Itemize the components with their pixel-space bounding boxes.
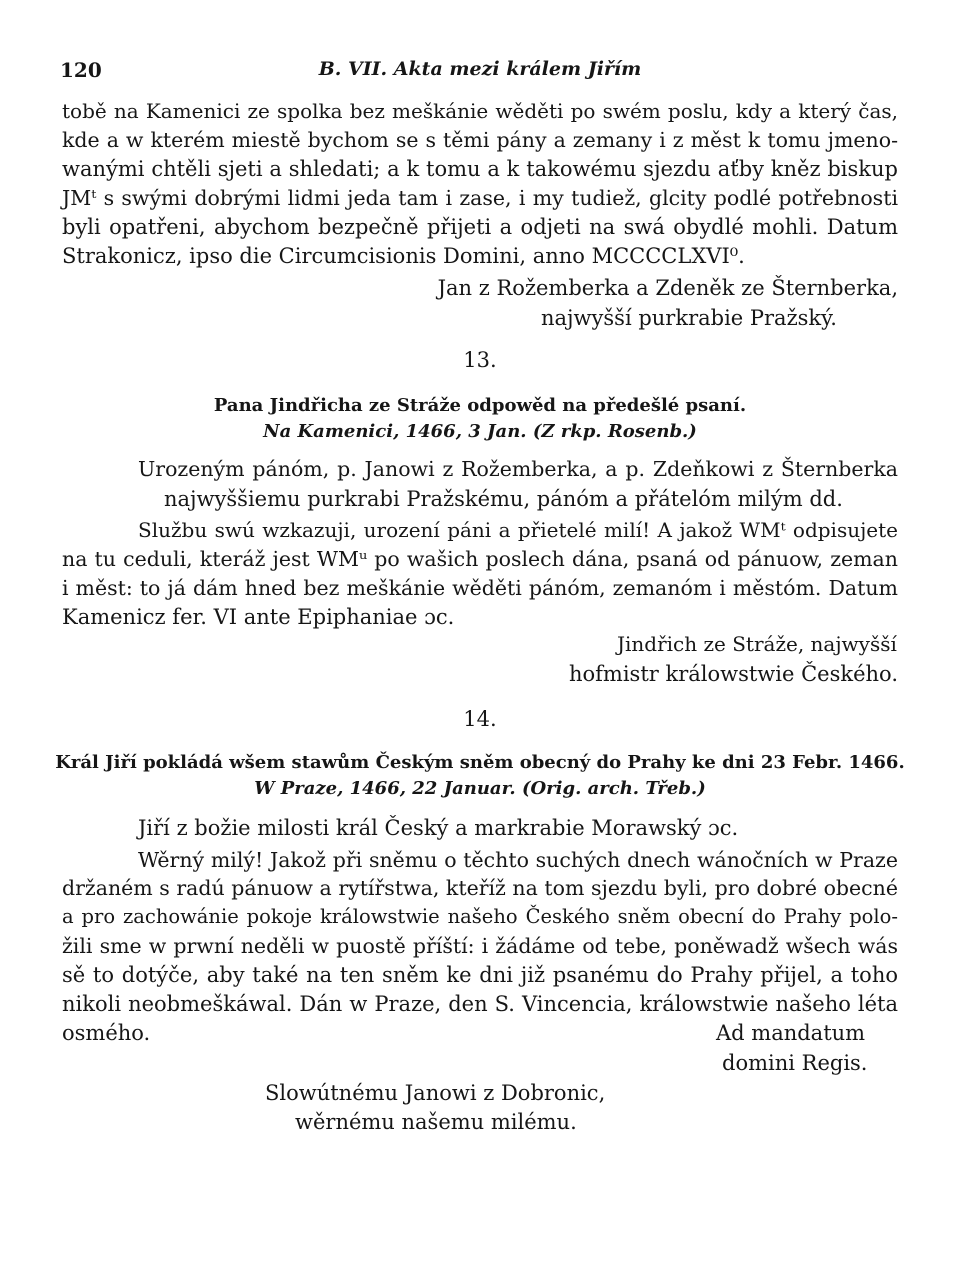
paragraph-line: na tu ceduli, kteráž jest WMᵘ po wašich poslech dána, psaná od pánuow, zeman	[62, 547, 898, 571]
paragraph-line: Kamenicz fer. VI ante Epiphaniae ɔc.	[62, 605, 455, 629]
signature-line: hofmistr králowstwie Českého.	[568, 662, 898, 686]
paragraph-line: tobě na Kamenici ze spolka bez meškánie wěděti po swém poslu, kdy a který čas,	[62, 99, 898, 123]
paragraph-line: i měst: to já dám hned bez meškánie wěděti pánóm, zemanóm i městóm. Datum	[62, 576, 898, 600]
paragraph-line: wanými chtěli sjeti a shledati; a k tomu a k takowému sjezdu aťby kněz biskup	[62, 157, 898, 181]
signature-line: Jindřich ze Stráže, najwyšší	[617, 632, 897, 656]
document-subtitle: Pana Jindřicha ze Stráže odpowěd na předešlé psaní.	[213, 395, 747, 416]
document-number: 14.	[463, 707, 497, 731]
document-number: 13.	[463, 348, 497, 372]
document-subtitle: Král Jiří pokládá wšem stawům Českým sněm obecný do Prahy ke dni 23 Febr. 1466.	[55, 752, 905, 773]
page-number: 120	[60, 58, 102, 82]
mandate-line: Ad mandatum	[716, 1021, 866, 1045]
salutation-line: Jiří z božie milosti král Český a markrabie Morawský ɔc.	[138, 816, 739, 840]
paragraph-line: a pro zachowánie pokoje králowstwie našeho Českého sněm obecní do Prahy polo-	[62, 905, 898, 928]
signature-line: najwyšší purkrabie Pražský.	[541, 306, 837, 330]
paragraph-line: Wěrný milý! Jakož při sněmu o těchto suchých dnech wánočních w Praze	[138, 848, 898, 872]
mandate-line: domini Regis.	[722, 1051, 868, 1075]
paragraph-line: držaném s radú pánuow a rytířstwa, kteříž na tom sjezdu byli, pro dobré obecné	[62, 876, 898, 900]
paragraph-line: byli opatřeni, abychom bezpečně přijeti a odjeti na swá obydlé mohli. Datum	[62, 215, 898, 239]
paragraph-line: Službu swú wzkazuji, urození páni a přietelé milí! A jakož WMᵗ odpisujete	[138, 518, 898, 542]
addressee-line: Slowútnému Janowi z Dobronic,	[265, 1081, 606, 1105]
running-head: B. VII. Akta mezi králem Jiřím	[318, 58, 642, 80]
document-source: Na Kamenici, 1466, 3 Jan. (Z rkp. Rosenb.)	[263, 421, 697, 442]
document-source: W Praze, 1466, 22 Januar. (Orig. arch. Třeb.)	[254, 778, 706, 799]
address-line: najwyššiemu purkrabi Pražskému, pánóm a přátelóm milým dd.	[164, 487, 843, 511]
paragraph-line: osmého.	[62, 1021, 151, 1045]
addressee-line: wěrnému našemu milému.	[295, 1110, 577, 1134]
address-line: Urozeným pánóm, p. Janowi z Rožemberka, a p. Zdeňkowi z Šternberka	[138, 457, 898, 481]
paragraph-line: Strakonicz, ipso die Circumcisionis Domini, anno MCCCCLXVI⁰.	[62, 244, 745, 268]
paragraph-line: nikoli neobmeškáwal. Dán w Praze, den S. Vincencia, králowstwie našeho léta	[62, 992, 898, 1016]
paragraph-line: sě to dotýče, aby také na ten sněm ke dni již psanému do Prahy přijel, a toho	[62, 963, 898, 987]
signature-line: Jan z Rožemberka a Zdeněk ze Šternberka,	[437, 276, 898, 300]
paragraph-line: žili sme w prwní neděli w puostě příští: i žádáme od tebe, poněwadž wšech wás	[62, 934, 898, 958]
paragraph-line: kde a w kterém miestě bychom se s těmi pány a zemany i z měst k tomu jmeno-	[62, 128, 898, 152]
paragraph-line: JMᵗ s swými dobrými lidmi jeda tam i zase, i my tudiež, glcity podlé potřebnosti	[62, 186, 898, 210]
